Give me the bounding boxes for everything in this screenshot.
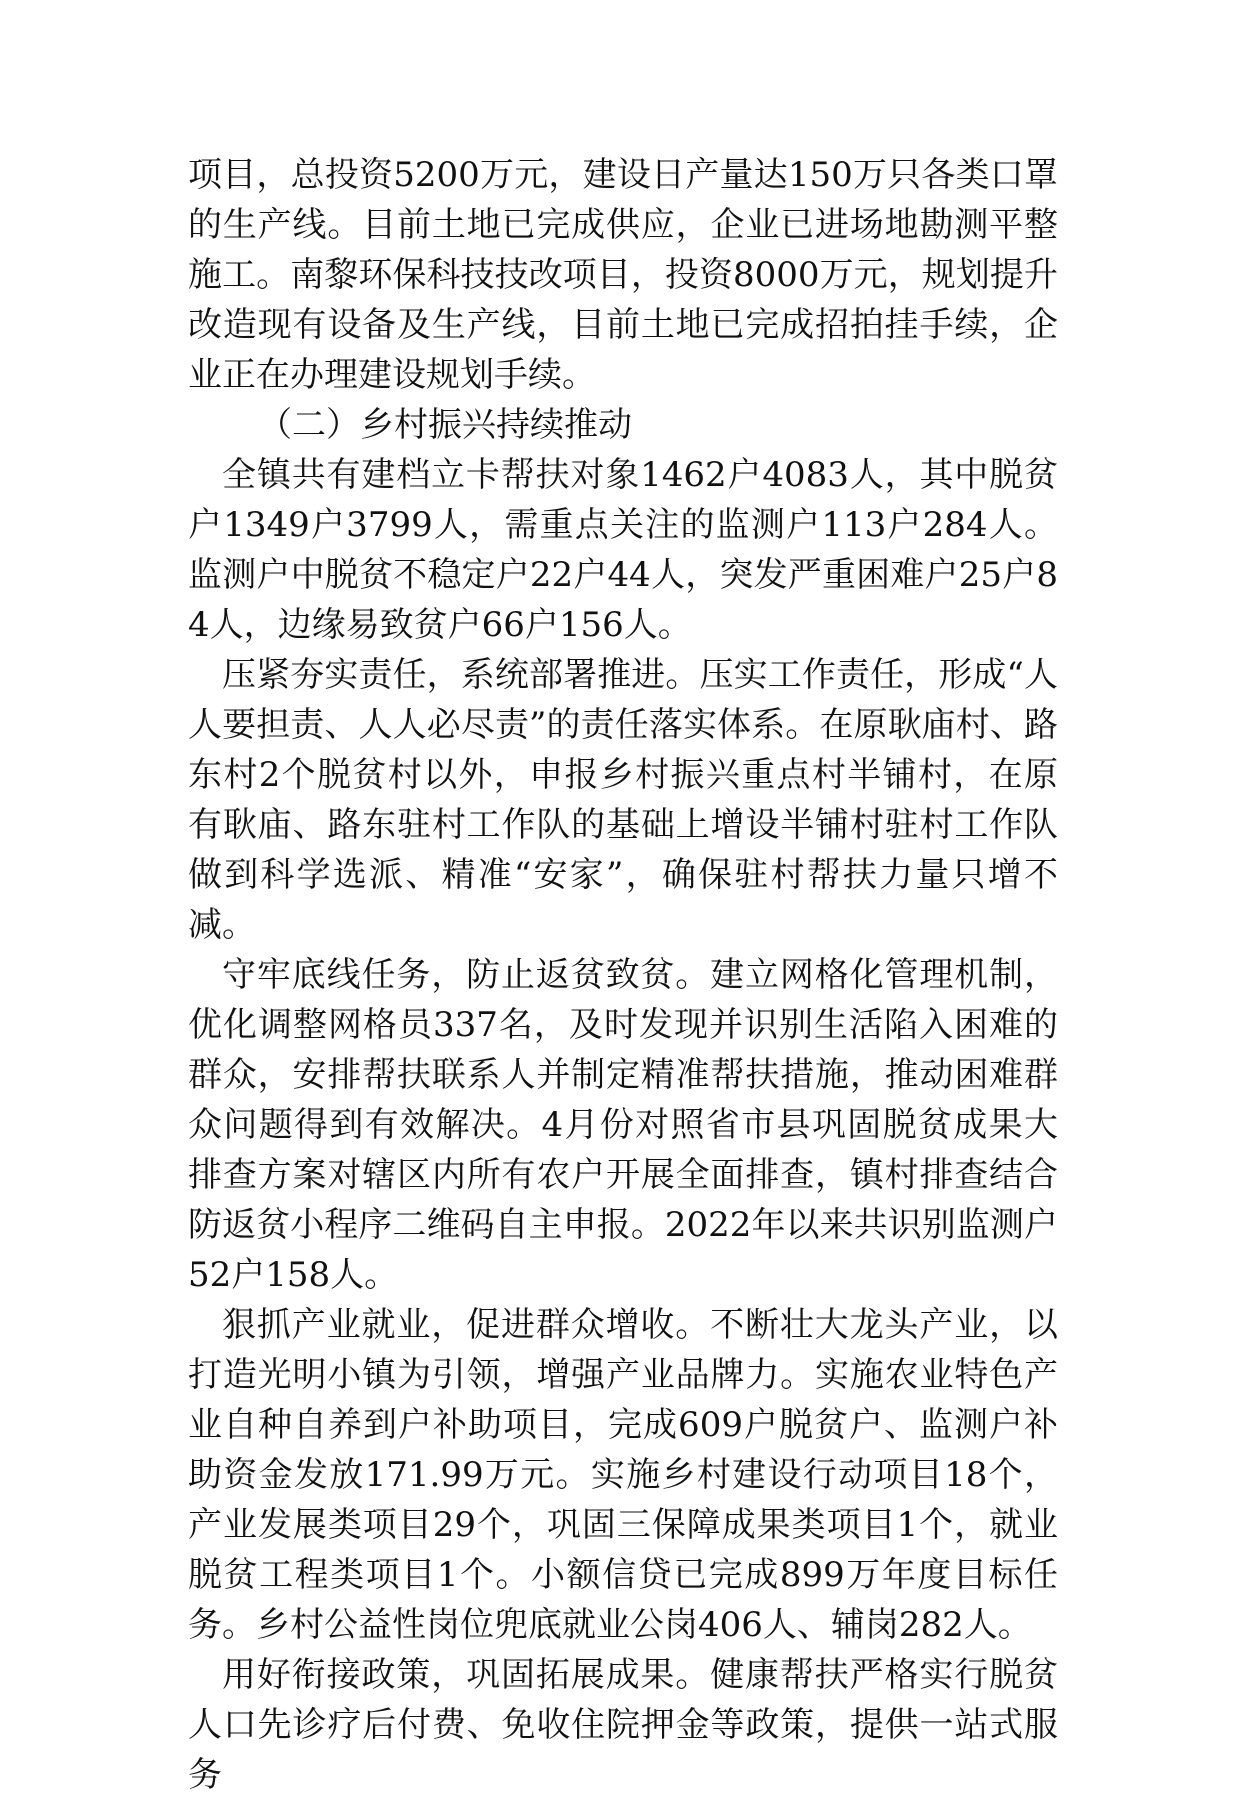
paragraph-policy-connection: 用好衔接政策，巩固拓展成果。健康帮扶严格实行脱贫人口先诊疗后付费、免收住院押金等政策，提供一站式服务 [188, 1655, 1058, 1795]
paragraph-industry-employment: 狠抓产业就业，促进群众增收。不断壮大龙头产业，以打造光明小镇为引领，增强产业品牌力。实施农业特色产业自种自养到户补助项目，完成609户脱贫户、监测户补助资金发放171.99万元。实施乡村建设行动项目18个，产业发展类项目29个，巩固三保障成果类项目1个，就业脱贫工程类项目1个。小额信贷已完成899万年度目标任务。乡村公益性岗位兜底就业公岗406人、辅岗282人。 [188, 1305, 1058, 1645]
paragraph-poverty-statistics: 全镇共有建档立卡帮扶对象1462户4083人，其中脱贫户1349户3799人，需重点关注的监测户113户284人。监测户中脱贫不稳定户22户44人，突发严重困难户25户84人，边缘易致贫户66户156人。 [188, 455, 1058, 645]
document-page [188, 150, 1058, 1800]
paragraph-responsibility: 压紧夯实责任，系统部署推进。压实工作责任，形成“人人要担责、人人必尽责”的责任落实体系。在原耿庙村、路东村2个脱贫村以外，申报乡村振兴重点村半铺村，在原有耿庙、路东驻村工作队的基础上增设半铺村驻村工作队做到科学选派、精准“安家”，确保驻村帮扶力量只增不减。 [188, 655, 1058, 945]
paragraph-projects-continued: 项目，总投资5200万元，建设日产量达150万只各类口罩的生产线。目前土地已完成供应，企业已进场地勘测平整施工。南黎环保科技技改项目，投资8000万元，规划提升改造现有设备及生产线，目前土地已完成招拍挂手续，企业正在办理建设规划手续。 [188, 155, 1058, 395]
paragraph-bottom-line: 守牢底线任务，防止返贫致贫。建立网格化管理机制，优化调整网格员337名，及时发现并识别生活陷入困难的群众，安排帮扶联系人并制定精准帮扶措施，推动困难群众问题得到有效解决。4月份对照省市县巩固脱贫成果大排查方案对辖区内所有农户开展全面排查，镇村排查结合防返贫小程序二维码自主申报。2022年以来共识别监测户52户158人。 [188, 955, 1058, 1295]
section-heading-rural-revitalization: （二）乡村振兴持续推动 [258, 405, 632, 445]
